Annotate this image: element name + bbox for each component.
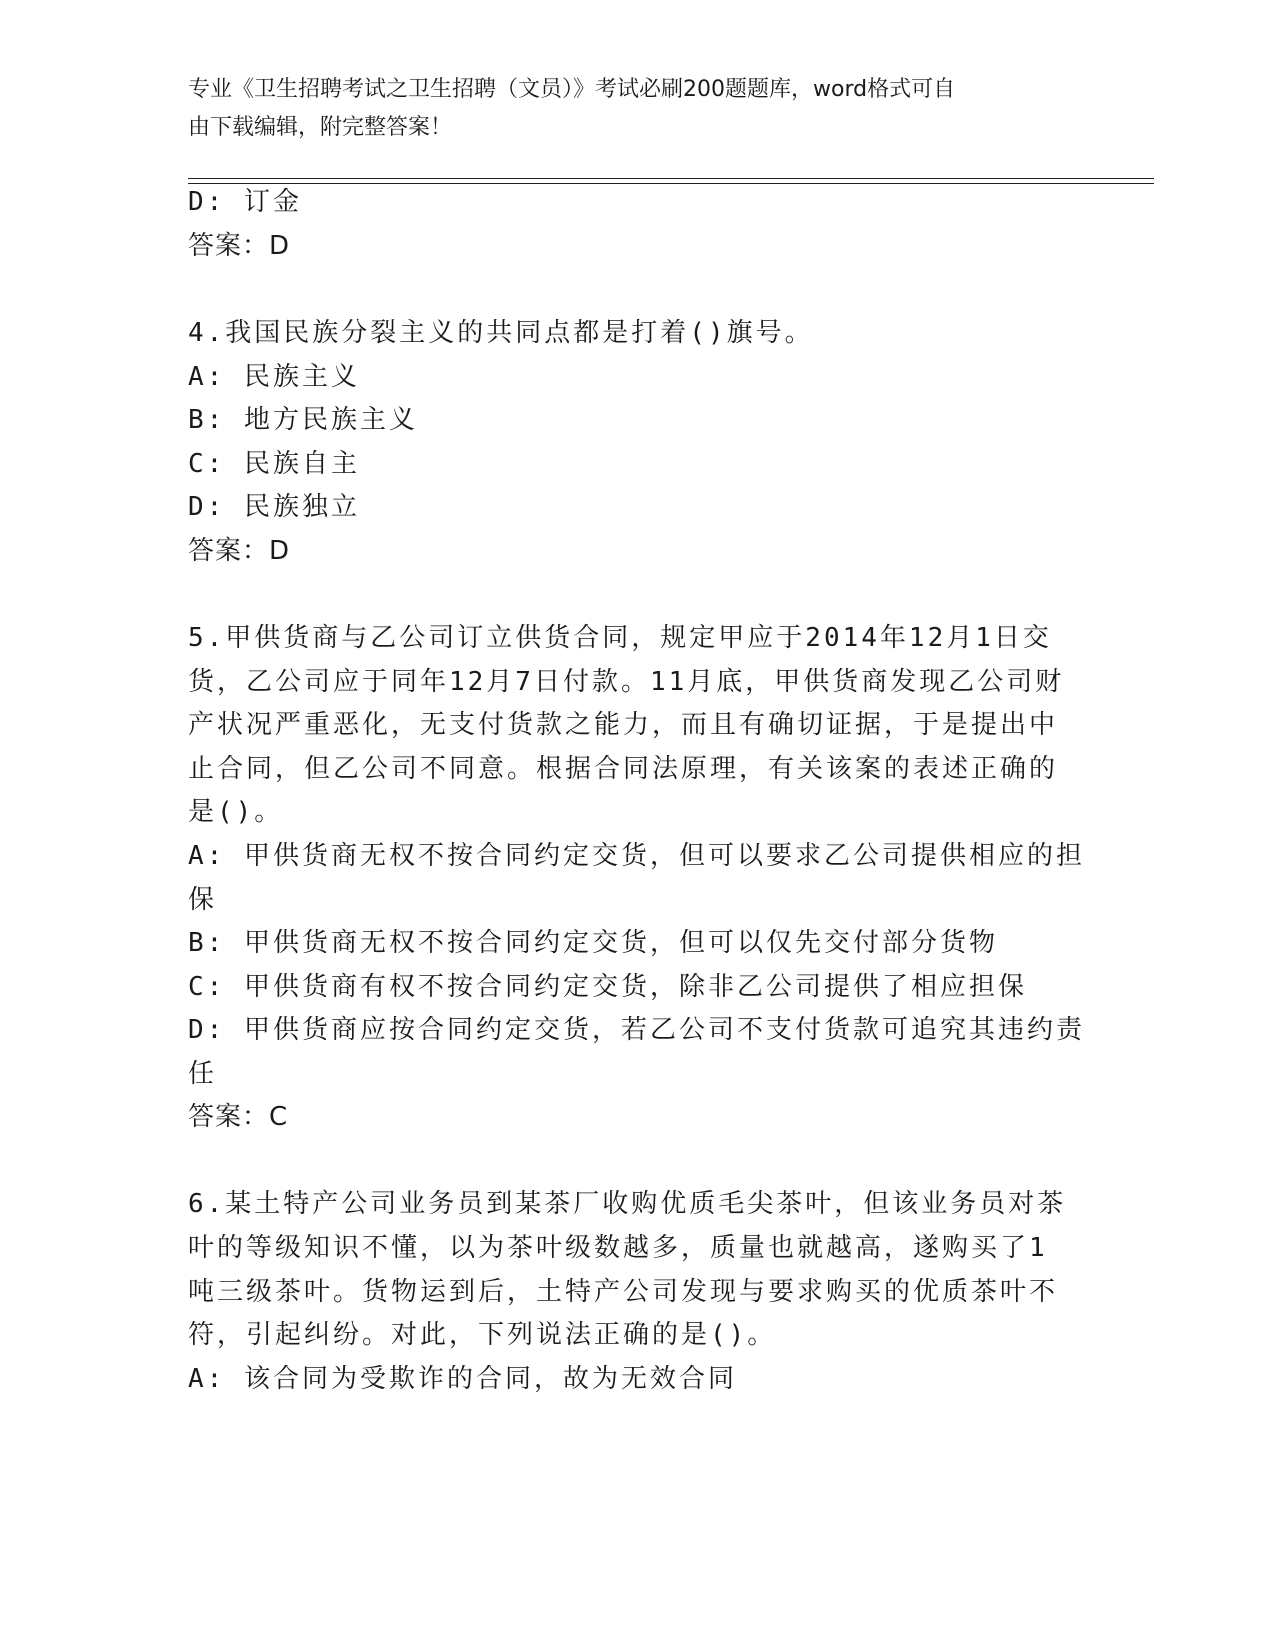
q4-option-a: A: 民族主义 <box>188 362 360 392</box>
q5-option-d-line-2: 任 <box>188 1059 218 1089</box>
q5-question-line-1: 5.甲供货商与乙公司订立供货合同，规定甲应于2014年12月1日交 <box>188 623 1052 653</box>
q6-question-line-2: 叶的等级知识不懂，以为茶叶级数越多，质量也就越高，遂购买了1 <box>188 1233 1048 1263</box>
q6-question-line-3: 吨三级茶叶。货物运到后，土特产公司发现与要求购买的优质茶叶不 <box>188 1277 1059 1307</box>
q5-question-line-5: 是()。 <box>188 797 284 827</box>
q6-option-a: A: 该合同为受欺诈的合同，故为无效合同 <box>188 1364 737 1394</box>
q4-option-d: D: 民族独立 <box>188 492 360 522</box>
q5-option-b: B: 甲供货商无权不按合同约定交货，但可以仅先交付部分货物 <box>188 928 998 958</box>
q5-question-line-2: 货，乙公司应于同年12月7日付款。11月底，甲供货商发现乙公司财 <box>188 667 1065 697</box>
q6-question-line-4: 符，引起纠纷。对此，下列说法正确的是()。 <box>188 1320 777 1350</box>
document-header <box>188 71 1088 147</box>
q5-option-a-line-2: 保 <box>188 885 218 915</box>
q5-option-c: C: 甲供货商有权不按合同约定交货，除非乙公司提供了相应担保 <box>188 972 1027 1002</box>
q4-option-c: C: 民族自主 <box>188 449 360 479</box>
q3-answer: 答案：D <box>188 231 291 261</box>
header-title-line-1: 专业《卫生招聘考试之卫生招聘（文员）》考试必刷200题题库，word格式可自 <box>188 77 956 102</box>
q5-option-a-line-1: A: 甲供货商无权不按合同约定交货，但可以要求乙公司提供相应的担 <box>188 841 1085 871</box>
q4-answer: 答案：D <box>188 536 291 566</box>
q5-option-d-line-1: D: 甲供货商应按合同约定交货，若乙公司不支付货款可追究其违约责 <box>188 1015 1085 1045</box>
q4-option-b: B: 地方民族主义 <box>188 405 418 435</box>
q6-question-line-1: 6.某土特产公司业务员到某茶厂收购优质毛尖茶叶，但该业务员对茶 <box>188 1189 1067 1219</box>
header-divider-top <box>188 178 1154 179</box>
header-title-line-2: 由下载编辑，附完整答案！ <box>188 115 453 140</box>
q5-question-line-3: 产状况严重恶化，无支付货款之能力，而且有确切证据，于是提出中 <box>188 710 1059 740</box>
q4-question: 4.我国民族分裂主义的共同点都是打着()旗号。 <box>188 318 814 348</box>
header-divider-bottom <box>188 183 1154 184</box>
q3-option-d: D: 订金 <box>188 187 302 217</box>
q5-answer: 答案：C <box>188 1102 289 1132</box>
q5-question-line-4: 止合同，但乙公司不同意。根据合同法原理，有关该案的表述正确的 <box>188 754 1059 784</box>
